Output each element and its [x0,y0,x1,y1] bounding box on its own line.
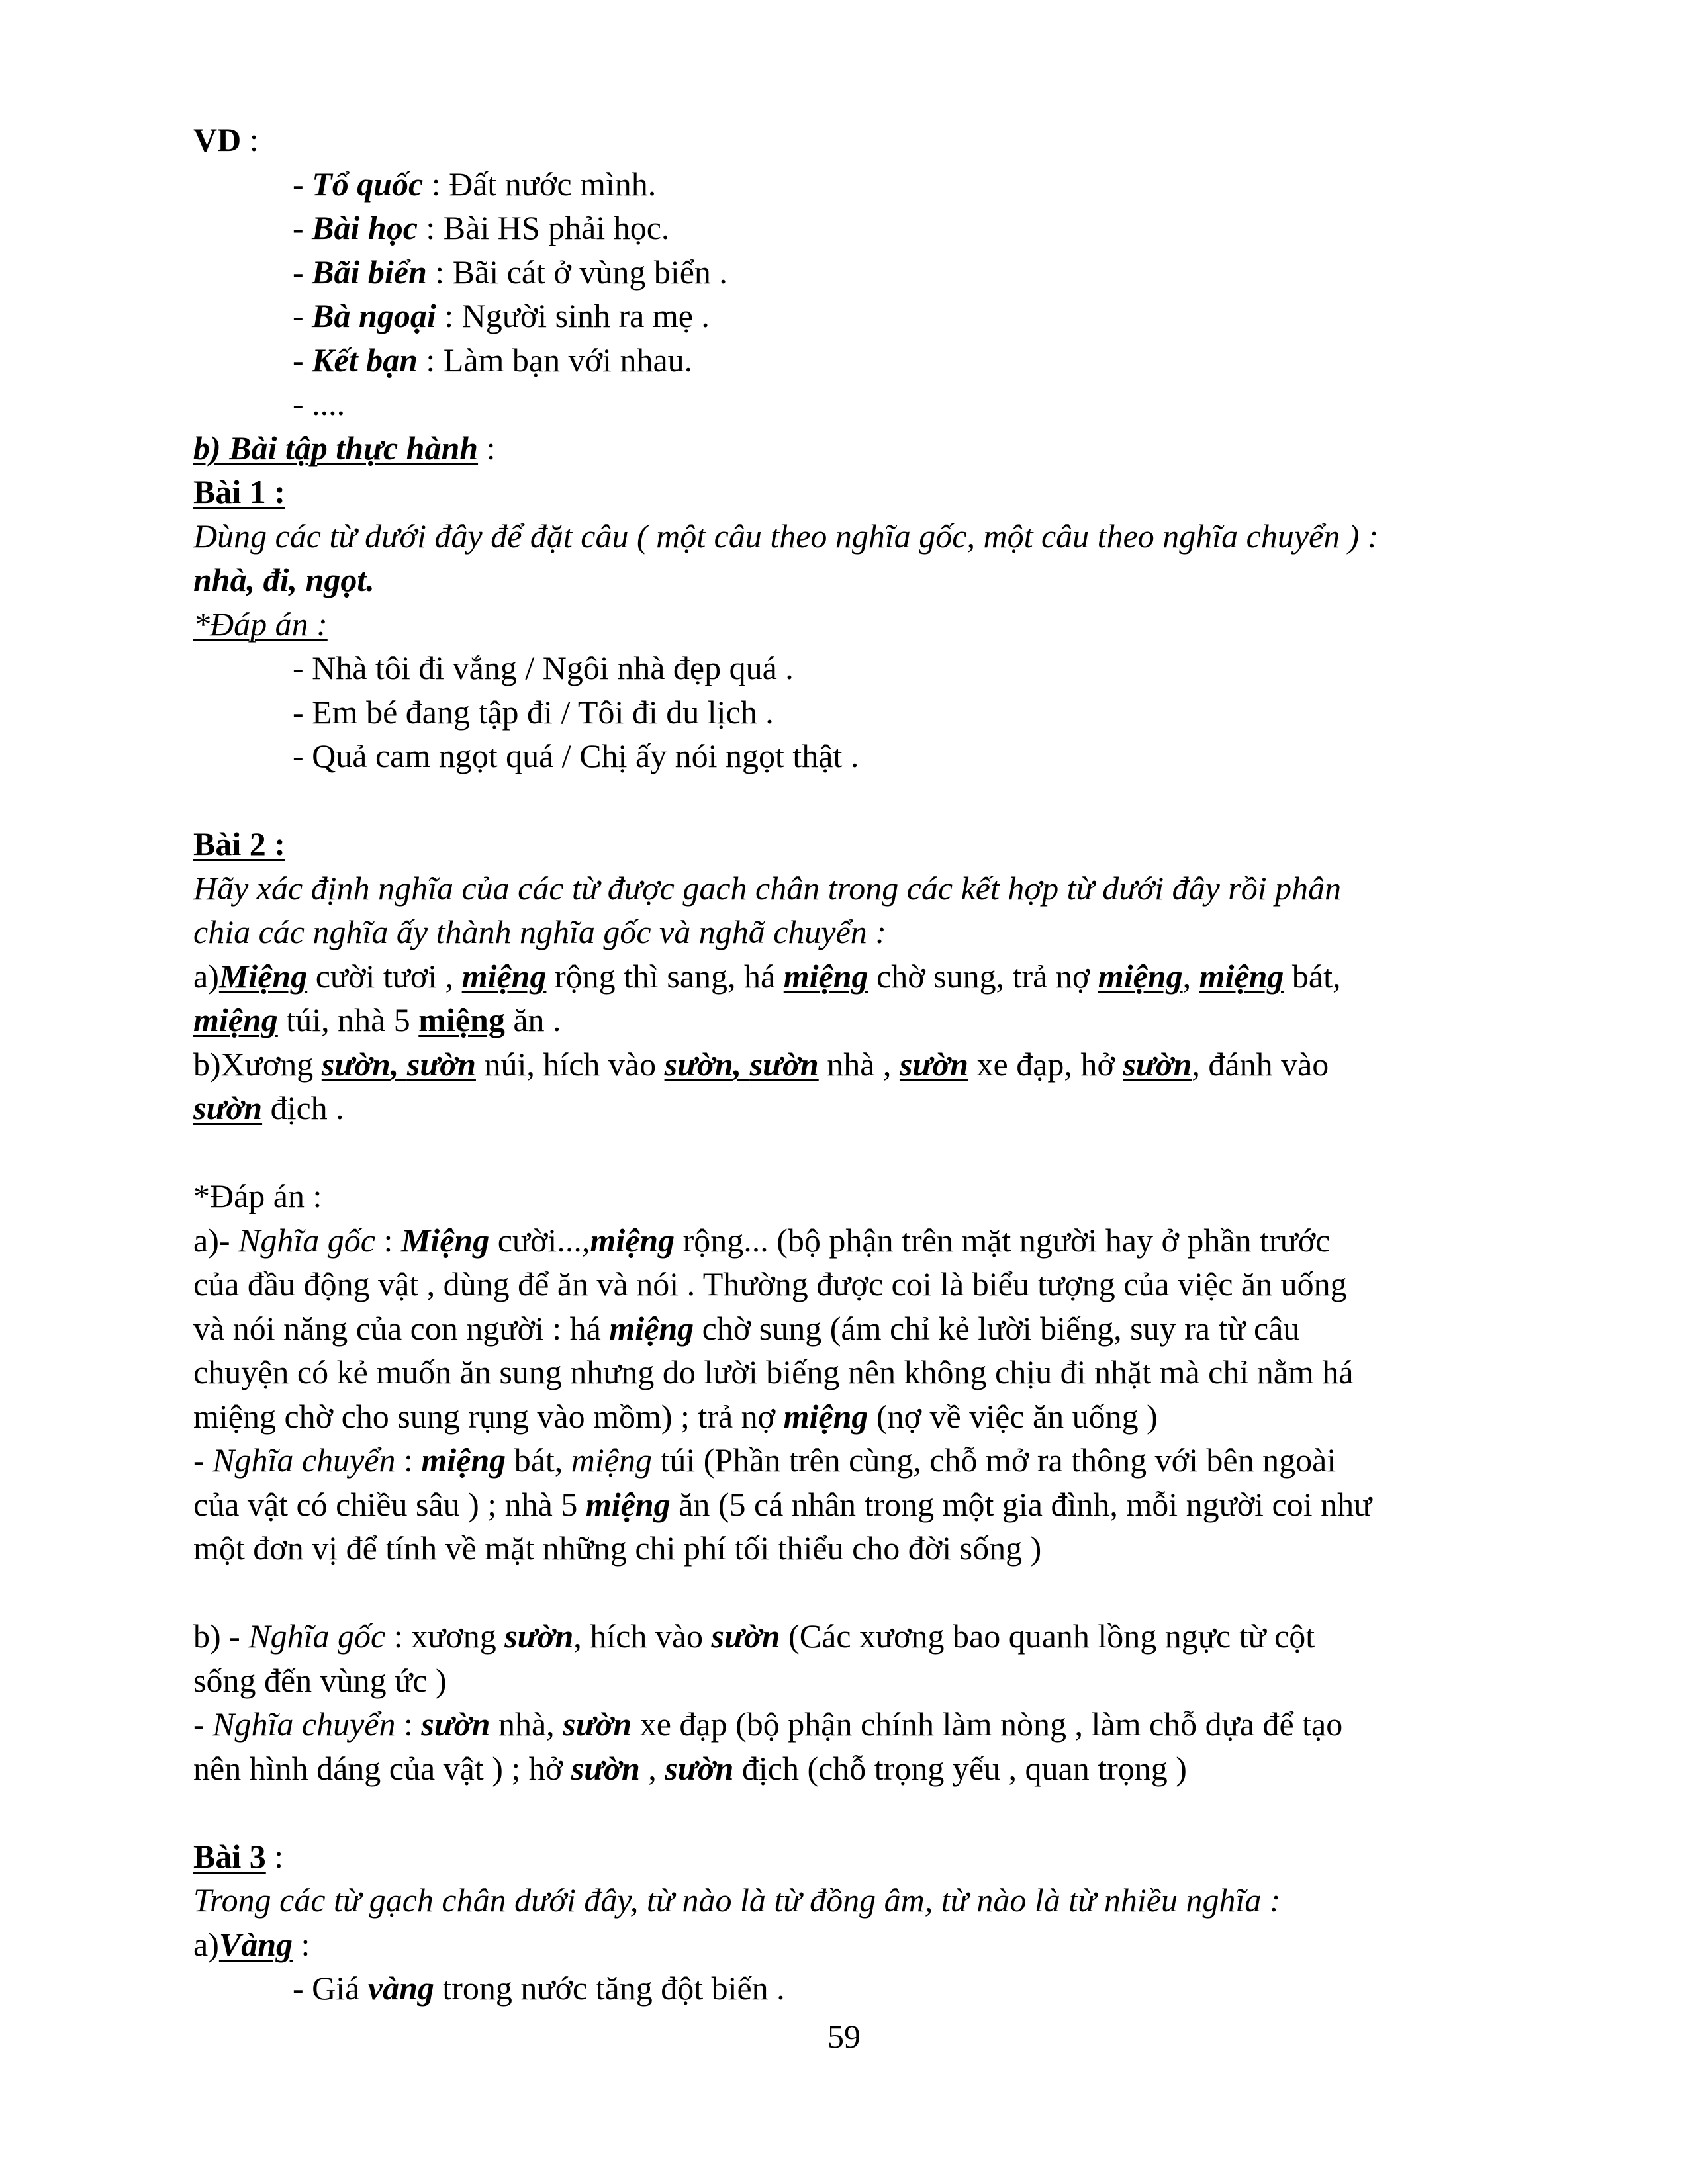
vd-item: - Bài học : Bài HS phải học. [293,209,670,246]
bai1-answer-label: *Đáp án : [193,605,328,643]
bai2-answer-line: của vật có chiều sâu ) ; nhà 5 miệng ăn (5 cá nhân trong một gia đình, mỗi người coi như [193,1485,1372,1523]
bai2-answer-line: a)- Nghĩa gốc : Miệng cười...,miệng rộng... (bộ phận trên mặt người hay ở phần trước [193,1221,1331,1259]
page-number: 59 [827,2018,861,2055]
bai3-prompt: Trong các từ gạch chân dưới đây, từ nào là từ đồng âm, từ nào là từ nhiều nghĩa : [193,1882,1281,1919]
bai2-answer-line: - Nghĩa chuyển : miệng bát, miệng túi (Phần trên cùng, chỗ mở ra thông với bên ngoài [193,1441,1336,1479]
bai2-prompt-line: chia các nghĩa ấy thành nghĩa gốc và nghã chuyển : [193,913,886,950]
vd-item: - Bãi biển : Bãi cát ở vùng biển . [293,253,727,291]
bai2-prompt-line: Hãy xác định nghĩa của các từ được gach chân trong các kết hợp từ dưới đây rồi phân [193,869,1342,907]
document-page [193,118,1583,2011]
bai2-answer-line: một đơn vị để tính về mặt những chi phí tối thiểu cho đời sống ) [193,1529,1042,1567]
bai2-answer-line: chuyện có kẻ muốn ăn sung nhưng do lười biếng nên không chịu đi nhặt mà chỉ nằm há [193,1353,1354,1390]
bai1-answer: - Nhà tôi đi vắng / Ngôi nhà đẹp quá . [293,649,794,686]
bai2-item-b-cont: sườn địch . [193,1089,344,1126]
vd-item: - Bà ngoại : Người sinh ra mẹ . [293,297,710,334]
vd-item: - Kết bạn : Làm bạn với nhau. [293,341,693,379]
bai2-answer-line: sống đến vùng ức ) [193,1661,447,1699]
bai2-answer-line: và nói năng của con người : há miệng chờ sung (ám chỉ kẻ lười biếng, suy ra từ câu [193,1309,1300,1347]
bai1-answer: - Quả cam ngọt quá / Chị ấy nói ngọt thật . [293,737,859,774]
bai2-answer-line: b) - Nghĩa gốc : xương sườn, hích vào sườn (Các xương bao quanh lồng ngực từ cột [193,1617,1315,1655]
bai1-title: Bài 1 : [193,473,285,510]
bai2-title: Bài 2 : [193,825,285,862]
bai1-answer: - Em bé đang tập đi / Tôi đi du lịch . [293,693,774,731]
bai1-words: nhà, đi, ngọt. [193,561,375,598]
bai2-answer-label: *Đáp án : [193,1177,322,1214]
bai3-title: Bài 3 : [193,1837,284,1875]
practice-heading: b) Bài tập thực hành : [193,429,496,467]
bai2-answer-line: - Nghĩa chuyển : sườn nhà, sườn xe đạp (bộ phận chính làm nòng , làm chỗ dựa để tạo [193,1706,1343,1743]
vd-heading: VD : [193,121,259,158]
bai2-item-a: a)Miệng cười tươi , miệng rộng thì sang, há miệng chờ sung, trả nợ miệng, miệng bát, [193,957,1341,995]
vd-item: - Tổ quốc : Đất nước mình. [293,165,657,203]
bai2-answer-line: của đầu động vật , dùng để ăn và nói . Thường được coi là biểu tượng của việc ăn uống [193,1265,1347,1302]
bai3-item-a-line: - Giá vàng trong nước tăng đột biến . [293,1970,785,2007]
bai1-prompt: Dùng các từ dưới đây để đặt câu ( một câu theo nghĩa gốc, một câu theo nghĩa chuyển ) : [193,517,1379,555]
bai2-item-b: b)Xương sườn, sườn núi, hích vào sườn, sườn nhà , sườn xe đạp, hở sườn, đánh vào [193,1045,1329,1083]
bai2-answer-line: miệng chờ cho sung rụng vào mồm) ; trả nợ miệng (nợ về việc ăn uống ) [193,1397,1158,1435]
bai3-item-a: a)Vàng : [193,1925,310,1963]
vd-item-more: - .... [293,385,346,422]
bai2-item-a-cont: miệng túi, nhà 5 miệng ăn . [193,1001,561,1038]
bai2-answer-line: nên hình dáng của vật ) ; hở sườn , sườn địch (chỗ trọng yếu , quan trọng ) [193,1749,1187,1787]
